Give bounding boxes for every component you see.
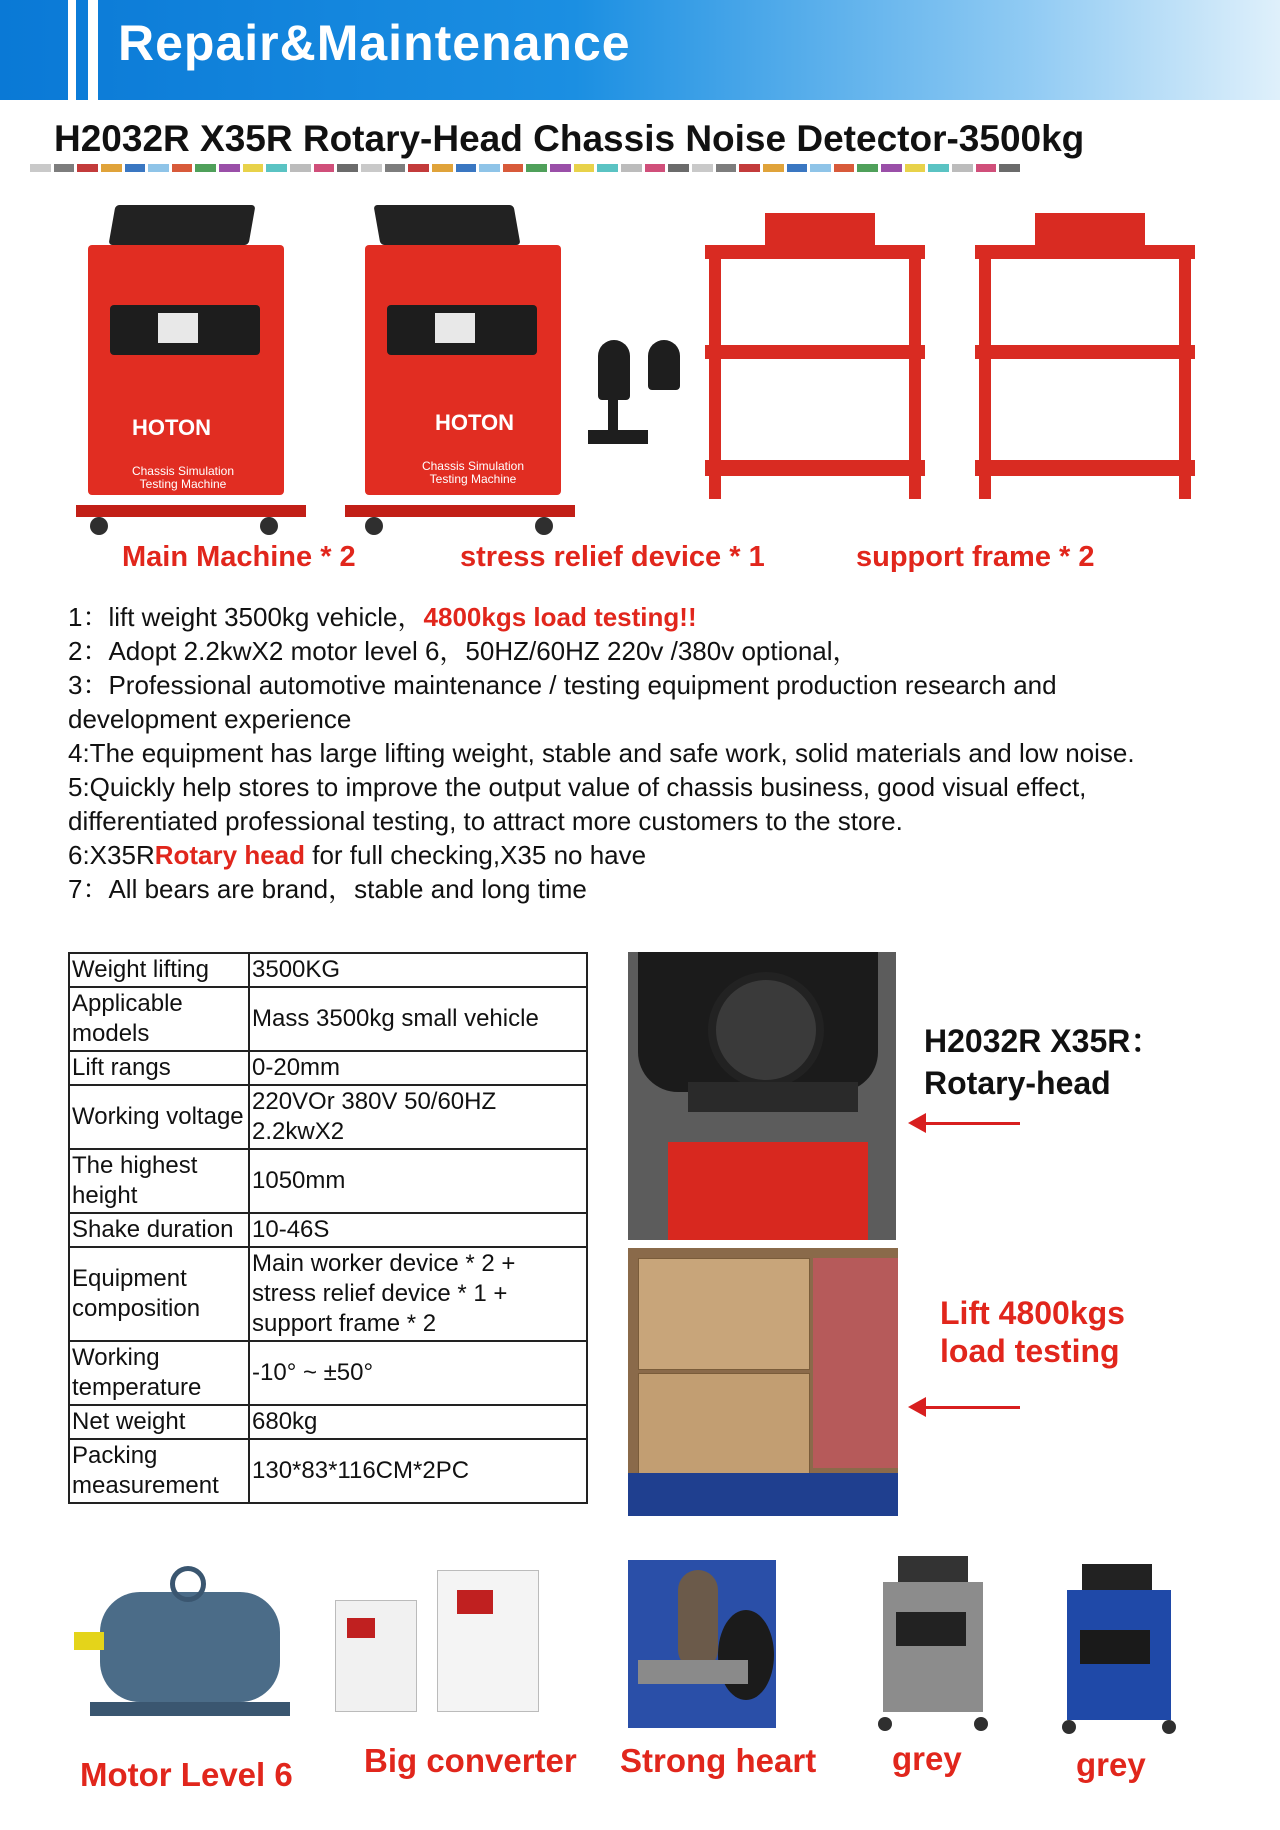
color-bar-segment <box>526 164 547 172</box>
spec-key: Weight lifting <box>69 953 249 987</box>
color-bar-segment <box>432 164 453 172</box>
spec-value: Main worker device * 2 + stress relief device * 1 + support frame * 2 <box>249 1247 587 1341</box>
arrow-left-icon <box>912 1122 1020 1125</box>
spec-key: Working voltage <box>69 1085 249 1149</box>
color-bar-segment <box>30 164 51 172</box>
spec-table <box>68 952 588 1504</box>
color-bar-segment <box>881 164 902 172</box>
color-bar-segment <box>952 164 973 172</box>
spec-row <box>69 987 587 1051</box>
spec-value: Mass 3500kg small vehicle <box>249 987 587 1051</box>
spec-key: Equipment composition <box>69 1247 249 1341</box>
caption-strong-heart: Strong heart <box>620 1742 817 1779</box>
color-bar-segment <box>148 164 169 172</box>
spec-value: 1050mm <box>249 1149 587 1213</box>
spec-value: 130*83*116CM*2PC <box>249 1439 587 1503</box>
main-machine-photo <box>335 205 585 545</box>
spec-key: Packing measurement <box>69 1439 249 1503</box>
color-bar-segment <box>385 164 406 172</box>
color-bar-segment <box>787 164 808 172</box>
caption-main-machine: Main Machine * 2 <box>122 541 356 573</box>
brand-logo: HOTON <box>435 410 515 435</box>
spec-row <box>69 1213 587 1247</box>
color-bar-segment <box>408 164 429 172</box>
caption-support-frame: support frame * 2 <box>856 541 1095 573</box>
spec-value: 680kg <box>249 1405 587 1439</box>
caption-motor: Motor Level 6 <box>80 1756 293 1793</box>
stress-relief-device-photo <box>578 330 688 460</box>
color-bar-segment <box>763 164 784 172</box>
banner-stripe <box>88 0 98 100</box>
spec-key: Applicable models <box>69 987 249 1051</box>
spec-key: Net weight <box>69 1405 249 1439</box>
color-bar-segment <box>266 164 287 172</box>
color-bar-segment <box>172 164 193 172</box>
caption-stress-relief: stress relief device * 1 <box>460 541 765 573</box>
spec-value: 0-20mm <box>249 1051 587 1085</box>
spec-row <box>69 953 587 987</box>
strong-heart-photo <box>628 1560 776 1728</box>
spec-value: 3500KG <box>249 953 587 987</box>
spec-row <box>69 1247 587 1341</box>
color-bar-segment <box>101 164 122 172</box>
feature-item: 1：lift weight 3500kg vehicle，4800kgs load testing!! <box>68 602 697 632</box>
spec-row <box>69 1051 587 1085</box>
color-bar-segment <box>597 164 618 172</box>
color-bar-segment <box>550 164 571 172</box>
color-bar-segment <box>810 164 831 172</box>
color-bar-segment <box>479 164 500 172</box>
color-bar-segment <box>54 164 75 172</box>
spec-row <box>69 1439 587 1503</box>
converter-photo <box>325 1570 545 1720</box>
spec-row <box>69 1149 587 1213</box>
rotary-head-label: H2032R X35R： Rotary-head <box>924 1023 1163 1101</box>
support-frame-photo <box>695 205 945 530</box>
color-bar-segment <box>456 164 477 172</box>
spec-row <box>69 1085 587 1149</box>
color-bar-segment <box>834 164 855 172</box>
color-bar-segment <box>621 164 642 172</box>
feature-item: 4:The equipment has large lifting weight, stable and safe work, solid materials and low noise. <box>68 738 1135 768</box>
color-bar-segment <box>857 164 878 172</box>
color-bar-segment <box>314 164 335 172</box>
product-title: H2032R X35R Rotary-Head Chassis Noise Detector-3500kg <box>54 118 1085 159</box>
spec-key: Working temperature <box>69 1341 249 1405</box>
decorative-color-bar <box>30 164 1020 172</box>
color-bar-segment <box>928 164 949 172</box>
caption-converter: Big converter <box>364 1742 577 1779</box>
color-bar-segment <box>645 164 666 172</box>
main-machine-photo <box>70 205 320 545</box>
motor-photo <box>60 1552 300 1732</box>
color-bar-segment <box>999 164 1020 172</box>
feature-item: 2：Adopt 2.2kwX2 motor level 6，50HZ/60HZ 220v /380v optional， <box>68 636 859 666</box>
spec-key: Lift rangs <box>69 1051 249 1085</box>
spec-value: 220VOr 380V 50/60HZ 2.2kwX2 <box>249 1085 587 1149</box>
feature-list <box>68 600 1248 906</box>
feature-item: 5:Quickly help stores to improve the output value of chassis business, good visual effect, differentiated professional testing, to attract more customers to the store. <box>68 772 1087 836</box>
feature-item: 3：Professional automotive maintenance / testing equipment production research and development experience <box>68 670 1057 734</box>
spec-key: The highest height <box>69 1149 249 1213</box>
color-bar-segment <box>739 164 760 172</box>
support-frame-photo <box>965 205 1215 530</box>
brand-logo: HOTON <box>132 415 212 440</box>
caption-grey-1: grey <box>892 1740 962 1777</box>
spec-row <box>69 1341 587 1405</box>
spec-key: Shake duration <box>69 1213 249 1247</box>
color-bar-segment <box>905 164 926 172</box>
panel-label: Chassis Simulation Testing Machine <box>421 459 525 486</box>
color-bar-segment <box>692 164 713 172</box>
spec-value: -10° ~ ±50° <box>249 1341 587 1405</box>
color-bar-segment <box>243 164 264 172</box>
grey-machine-photo <box>868 1552 998 1742</box>
load-testing-photo <box>628 1248 898 1516</box>
arrow-left-icon <box>912 1406 1020 1409</box>
feature-item: 7：All bears are brand，stable and long time <box>68 874 587 904</box>
banner-title: Repair&Maintenance <box>118 15 631 71</box>
color-bar-segment <box>574 164 595 172</box>
color-bar-segment <box>361 164 382 172</box>
color-bar-segment <box>503 164 524 172</box>
color-bar-segment <box>125 164 146 172</box>
color-bar-segment <box>195 164 216 172</box>
color-bar-segment <box>219 164 240 172</box>
caption-grey-2: grey <box>1076 1746 1146 1783</box>
lift-testing-label: Lift 4800kgs load testing <box>940 1295 1125 1369</box>
banner-stripe <box>68 0 76 100</box>
feature-item: 6:X35RRotary head for full checking,X35 no have <box>68 840 647 870</box>
color-bar-segment <box>290 164 311 172</box>
color-bar-segment <box>976 164 997 172</box>
rotary-head-photo <box>628 952 896 1240</box>
panel-label: Chassis Simulation Testing Machine <box>131 464 235 491</box>
blue-machine-photo <box>1052 1560 1187 1740</box>
spec-value: 10-46S <box>249 1213 587 1247</box>
color-bar-segment <box>668 164 689 172</box>
color-bar-segment <box>77 164 98 172</box>
color-bar-segment <box>716 164 737 172</box>
color-bar-segment <box>337 164 358 172</box>
spec-row <box>69 1405 587 1439</box>
